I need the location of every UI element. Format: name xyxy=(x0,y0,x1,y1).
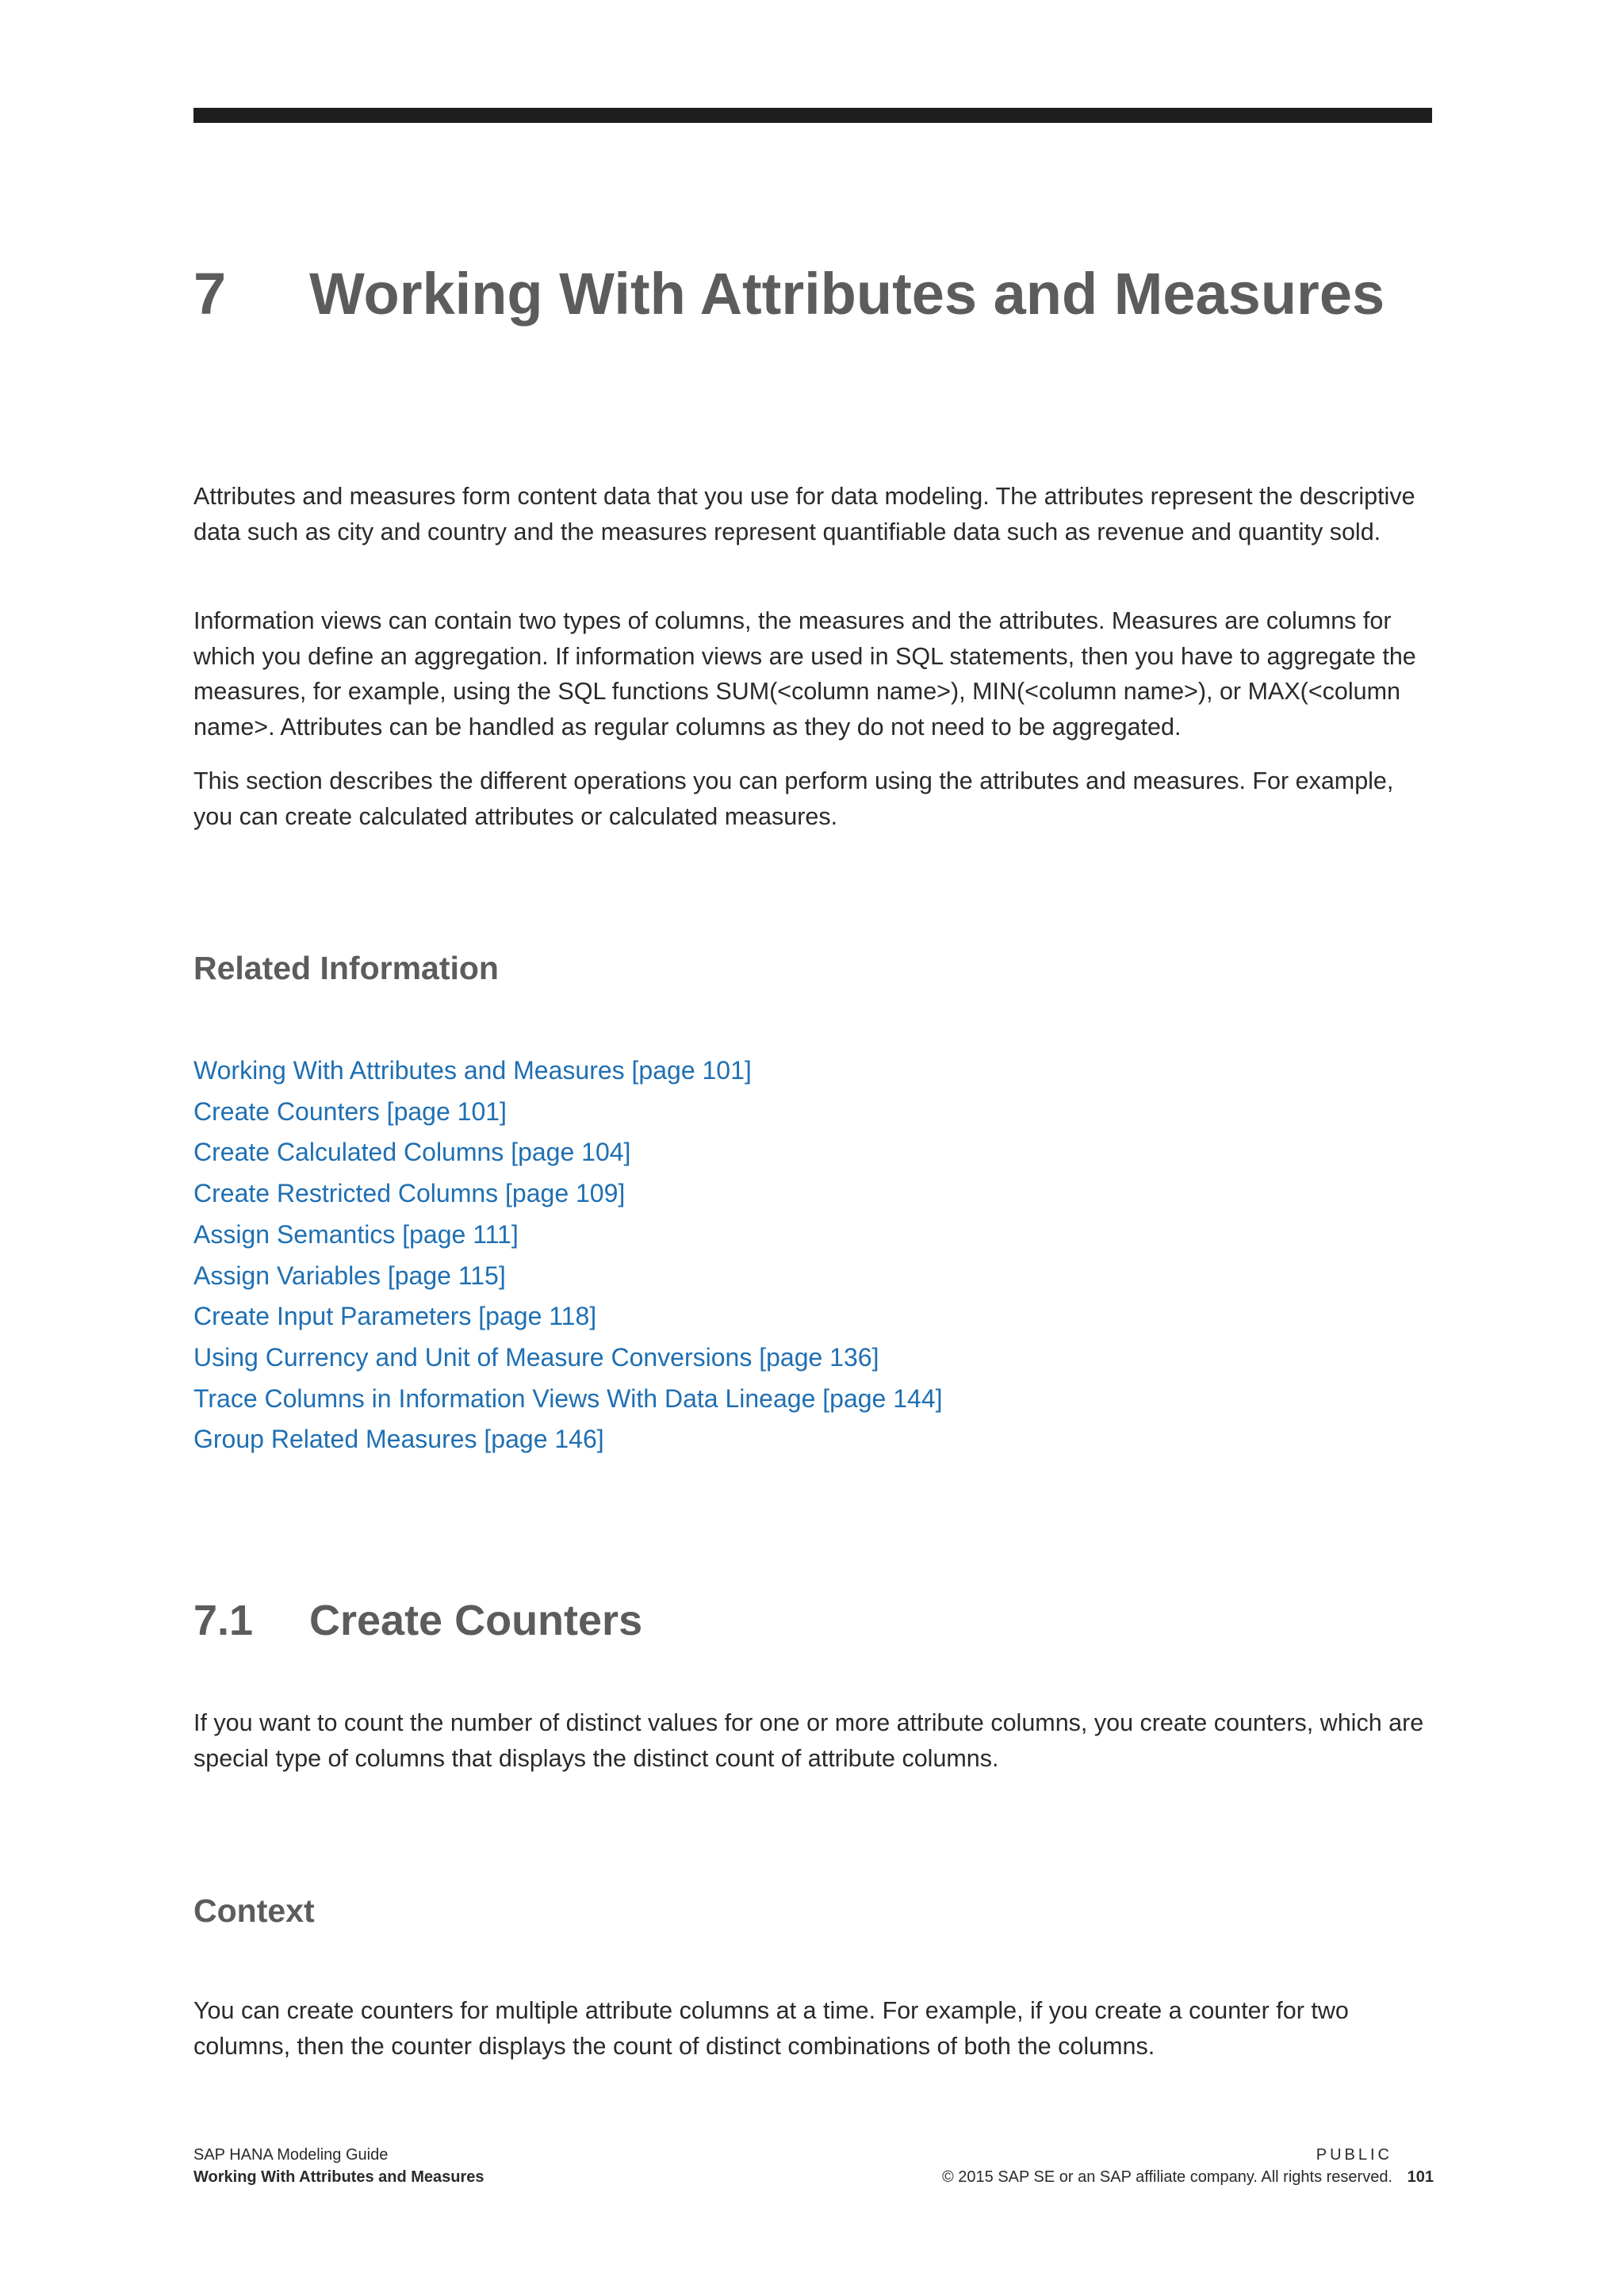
footer-right xyxy=(942,2144,1434,2188)
related-links-list xyxy=(193,1050,1432,1460)
related-information-heading: Related Information xyxy=(193,950,499,986)
intro-paragraph-1: Attributes and measures form content data that you use for data modeling. The attributes represent the descriptive data such as city and country and the measures represent quantifiable data such as revenue and quantity sold. xyxy=(193,483,1415,545)
section-heading xyxy=(193,1595,642,1647)
section-paragraph: If you want to count the number of distinct values for one or more attribute columns, you create counters, which are special type of columns that displays the distinct count of attribute columns. xyxy=(193,1709,1424,1772)
footer-guide-title: SAP HANA Modeling Guide xyxy=(193,2146,389,2164)
related-link-calculated-columns[interactable]: Create Calculated Columns [page 104] xyxy=(193,1138,631,1167)
related-link-assign-variables[interactable]: Assign Variables [page 115] xyxy=(193,1261,506,1290)
chapter-number: 7 xyxy=(193,261,227,327)
related-link-assign-semantics[interactable]: Assign Semantics [page 111] xyxy=(193,1219,519,1249)
related-link-restricted-columns[interactable]: Create Restricted Columns [page 109] xyxy=(193,1179,626,1208)
intro-paragraph-3: This section describes the different operations you can perform using the attributes and measures. For example, you can create calculated attributes or calculated measures. xyxy=(193,767,1394,830)
related-link-data-lineage[interactable]: Trace Columns in Information Views With Data Lineage [page 144] xyxy=(193,1383,943,1413)
footer-chapter-title: Working With Attributes and Measures xyxy=(193,2168,485,2186)
footer-copyright: © 2015 SAP SE or an SAP affiliate company. All rights reserved. xyxy=(941,2168,1392,2186)
header-rule xyxy=(193,108,1432,123)
section-title: Create Counters xyxy=(309,1597,643,1644)
context-paragraph: You can create counters for multiple attribute columns at a time. For example, if you create a counter for two columns, then the counter displays the count of distinct combinations of both the columns. xyxy=(193,1997,1349,2060)
context-heading: Context xyxy=(193,1892,315,1929)
chapter-title-text: Working With Attributes and Measures xyxy=(309,261,1385,327)
chapter-title xyxy=(193,262,1432,326)
footer-classification: PUBLIC xyxy=(1316,2146,1392,2164)
intro-paragraph-2: Information views can contain two types of columns, the measures and the attributes. Measures are columns for which you define an aggregation. If information views are used in SQL statements, then you have to aggregate the measures, for example, using the SQL functions SUM(<column name>), MIN(<column name>), or MAX(<column name>. Attributes can be handled as regular columns as they do not need to be aggregated. xyxy=(193,607,1416,740)
related-link-input-parameters[interactable]: Create Input Parameters [page 118] xyxy=(193,1302,597,1331)
footer-left xyxy=(193,2144,485,2188)
related-link-group-measures[interactable]: Group Related Measures [page 146] xyxy=(193,1425,604,1454)
related-link-create-counters[interactable]: Create Counters [page 101] xyxy=(193,1096,507,1126)
related-link-currency-conversions[interactable]: Using Currency and Unit of Measure Conversions [page 136] xyxy=(193,1342,879,1372)
page-number: 101 xyxy=(1407,2168,1434,2186)
footer-copyright-line xyxy=(942,2166,1434,2188)
section-number: 7.1 xyxy=(193,1597,254,1644)
related-link-working-with-attributes[interactable]: Working With Attributes and Measures [page 101] xyxy=(193,1056,752,1085)
